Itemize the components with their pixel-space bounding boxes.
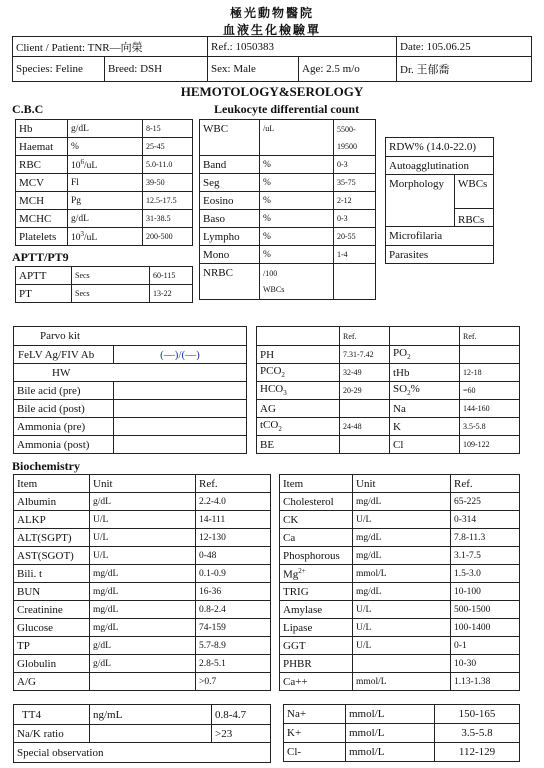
cbc-ref: 25-45	[143, 138, 193, 156]
electrolyte-ref: 150-165	[435, 705, 520, 724]
biochem-item	[280, 565, 353, 583]
biochem-ref: 10-100	[451, 583, 520, 601]
biochem-ref: 0-48	[196, 547, 271, 565]
wbc-unit: /uL	[260, 120, 334, 156]
biochem-item: AST(SGOT)	[14, 547, 90, 565]
biochem-ref: 1.13-1.38	[451, 673, 520, 691]
cbc-unit-base: 10	[71, 161, 81, 172]
leuko-item: Lympho	[200, 228, 260, 246]
biochem-unit: mg/dL	[353, 529, 451, 547]
biochem-item-name: CK	[283, 513, 299, 526]
biochem-item: ALKP	[14, 511, 90, 529]
gas-item-name: PO	[393, 347, 408, 360]
rdw: RDW% (14.0-22.0)	[386, 138, 494, 157]
aptt-ref: 60-115	[150, 267, 193, 285]
gas-item-name: AG	[260, 402, 276, 415]
cbc-unit: g/dL	[68, 120, 143, 138]
gas-item-sub: 2	[407, 353, 411, 362]
biochem-ref: 100-1400	[451, 619, 520, 637]
gas-left-ref	[340, 436, 390, 454]
biochem-item-name: PHBR	[283, 657, 312, 670]
gas-left-ref: 32-49	[340, 364, 390, 382]
leuko-ref: 2-12	[334, 192, 376, 210]
ammonia-post: Ammonia (post)	[14, 436, 114, 454]
gas-item-name: K	[393, 420, 401, 433]
biochem-ref: 0-1	[451, 637, 520, 655]
gas-left-item	[257, 346, 340, 364]
leuko-ref: 35-75	[334, 174, 376, 192]
bile-acid-post: Bile acid (post)	[14, 400, 114, 418]
wbc-ref	[334, 120, 376, 156]
age: Age: 2.5 m/o	[299, 57, 397, 82]
nrbc-unit-line2: WBCs	[263, 285, 285, 294]
bile-acid-pre: Bile acid (pre)	[14, 382, 114, 400]
gas-left-ref: 7.31-7.42	[340, 346, 390, 364]
cbc-unit-tail: /uL	[84, 161, 98, 172]
biochem-item: BUN	[14, 583, 90, 601]
gas-item-name: BE	[260, 438, 275, 451]
biochem-item	[280, 655, 353, 673]
leuko-item: Mono	[200, 246, 260, 264]
biochem-item	[280, 493, 353, 511]
aptt-unit: Secs	[72, 285, 150, 303]
gas-left-ref	[340, 400, 390, 418]
autoagglutination: Autoagglutination	[386, 157, 494, 175]
cbc-unit: g/dL	[68, 210, 143, 228]
gas-item-name: HCO	[260, 383, 284, 396]
doctor: Dr. 王郁喬	[397, 57, 532, 82]
morph-rbcs: RBCs	[455, 209, 494, 227]
biochem-ref: 0-314	[451, 511, 520, 529]
biochem-ref: 1.5-3.0	[451, 565, 520, 583]
gas-item-name: PH	[260, 348, 275, 361]
gas-item-name: Cl	[393, 438, 404, 451]
wbc-item: WBC	[200, 120, 260, 156]
leuko-unit: %	[260, 246, 334, 264]
gas-left-item	[257, 400, 340, 418]
cbc-unit	[68, 228, 143, 246]
biochem-item: A/G	[14, 673, 90, 691]
cbc-item: MCH	[16, 192, 68, 210]
gas-item-name: PCO	[260, 365, 282, 378]
aptt-title: APTT/PT9	[12, 250, 69, 264]
aptt-table	[15, 266, 193, 303]
biochem-unit: U/L	[90, 529, 196, 547]
biochem-unit	[90, 673, 196, 691]
biochem-item	[280, 529, 353, 547]
biochem-right-table	[279, 474, 520, 691]
gas-item-tail: %	[410, 383, 420, 396]
biochem-unit: mg/dL	[353, 547, 451, 565]
morphology: Morphology	[386, 175, 455, 227]
morph-wbcs: WBCs	[455, 175, 494, 209]
biochem-unit: mg/dL	[90, 583, 196, 601]
biochem-item: Albumin	[14, 493, 90, 511]
wbc-ref-line1: 5500-	[337, 124, 356, 134]
biochem-unit	[353, 655, 451, 673]
biochem-ref: 65-225	[451, 493, 520, 511]
na-k-ref: >23	[212, 725, 271, 743]
biochem-ref: 74-159	[196, 619, 271, 637]
gas-right-ref: 3.5-5.8	[460, 418, 520, 436]
cbc-unit-base: 10	[71, 233, 81, 244]
aptt-ref: 13-22	[150, 285, 193, 303]
biochem-item-sup: 2+	[298, 566, 306, 575]
biochem-item-name: Phosphorous	[283, 549, 340, 562]
leuko-unit: %	[260, 174, 334, 192]
biochem-unit: U/L	[353, 619, 451, 637]
leuko-unit: %	[260, 156, 334, 174]
biochem-ref: >0.7	[196, 673, 271, 691]
cbc-ref: 12.5-17.5	[143, 192, 193, 210]
cbc-item: Haemat	[16, 138, 68, 156]
electrolyte-ref: 112-129	[435, 743, 520, 762]
patient-info-table	[12, 36, 532, 82]
wbc-ref-line2: 19500	[337, 141, 357, 151]
aptt-unit: Secs	[72, 267, 150, 285]
leuko-unit: %	[260, 228, 334, 246]
cbc-item: Hb	[16, 120, 68, 138]
gas-item-sub: 2	[281, 371, 285, 380]
cbc-ref: 5.0-11.0	[143, 156, 193, 174]
biochem-item	[280, 511, 353, 529]
biochem-unit: g/dL	[90, 655, 196, 673]
leuko-ref: 20-55	[334, 228, 376, 246]
biochem-item	[280, 547, 353, 565]
cbc-unit-exp: 3	[80, 229, 84, 238]
gas-item-name: Na	[393, 402, 406, 415]
biochem-ref: 12-130	[196, 529, 271, 547]
ref-number: Ref.: 1050383	[208, 37, 397, 57]
leuko-item: Eosino	[200, 192, 260, 210]
biochem-ref: 2.8-5.1	[196, 655, 271, 673]
cbc-unit-exp: 6	[80, 157, 84, 166]
electrolyte-item: Na+	[284, 705, 346, 724]
client-patient: Client / Patient: TNR—向榮	[13, 37, 208, 57]
biochem-ref: 500-1500	[451, 601, 520, 619]
gas-right-ref: 144-160	[460, 400, 520, 418]
biochem-unit: mmol/L	[353, 673, 451, 691]
biochem-unit: mg/dL	[90, 601, 196, 619]
tt4-ref: 0.8-4.7	[212, 705, 271, 725]
cbc-unit: Pg	[68, 192, 143, 210]
biochem-item: Creatinine	[14, 601, 90, 619]
biochem-ref: 2.2-4.0	[196, 493, 271, 511]
hw: HW	[14, 364, 247, 382]
gas-right-item	[390, 382, 460, 400]
parvo-kit: Parvo kit	[14, 327, 247, 346]
parasites: Parasites	[386, 246, 494, 264]
biochem-head-unit: Unit	[90, 475, 196, 493]
biochem-head-ref: Ref.	[451, 475, 520, 493]
nrbc-unit-line1: /100	[263, 269, 278, 278]
gas-item-sub: 2	[278, 425, 282, 434]
biochem-unit: mg/dL	[90, 565, 196, 583]
biochem-title: Biochemistry	[12, 459, 80, 473]
na-k-ratio: Na/K ratio	[14, 725, 90, 743]
biochem-item	[280, 637, 353, 655]
microfilaria: Microfilaria	[386, 227, 494, 246]
biochem-head-ref: Ref.	[196, 475, 271, 493]
biochem-unit: U/L	[90, 547, 196, 565]
gas-right-item	[390, 436, 460, 454]
cbc-title: C.B.C	[12, 102, 44, 116]
ammonia-pre: Ammonia (pre)	[14, 418, 114, 436]
electrolyte-unit: mmol/L	[346, 705, 435, 724]
biochem-unit: U/L	[353, 511, 451, 529]
tt4-unit: ng/mL	[90, 705, 212, 725]
biochem-ref: 3.1-7.5	[451, 547, 520, 565]
leuko-ref: 0-3	[334, 156, 376, 174]
electrolyte-item: Cl-	[284, 743, 346, 762]
serology-table	[13, 326, 247, 454]
biochem-head-item: Item	[14, 475, 90, 493]
sex: Sex: Male	[208, 57, 299, 82]
cbc-item: MCV	[16, 174, 68, 192]
biochem-unit: mg/dL	[353, 493, 451, 511]
gas-left-ref: 20-29	[340, 382, 390, 400]
bottom-right-table	[283, 704, 520, 762]
biochem-item: Bili. t	[14, 565, 90, 583]
side-table	[385, 137, 494, 264]
gas-right-item	[390, 400, 460, 418]
nrbc-unit	[260, 264, 334, 300]
biochem-head-unit: Unit	[353, 475, 451, 493]
cbc-unit: %	[68, 138, 143, 156]
biochem-unit: mg/dL	[353, 583, 451, 601]
biochem-ref: 0.1-0.9	[196, 565, 271, 583]
cbc-item: Platelets	[16, 228, 68, 246]
leuko-ref: 1-4	[334, 246, 376, 264]
gas-ref-label-right: Ref.	[460, 327, 520, 346]
biochem-item	[280, 673, 353, 691]
biochem-item: Globulin	[14, 655, 90, 673]
biochem-item	[280, 583, 353, 601]
biochem-item-name: TRIG	[283, 585, 309, 598]
gas-right-item	[390, 418, 460, 436]
biochem-unit: mmol/L	[353, 565, 451, 583]
leuko-unit: %	[260, 192, 334, 210]
gas-left-item	[257, 364, 340, 382]
gas-item-sub: 3	[283, 389, 287, 398]
gas-item-name: tCO	[260, 419, 279, 432]
leuko-title: Leukocyte differential count	[214, 102, 360, 116]
biochem-unit: U/L	[353, 601, 451, 619]
leuko-item: Band	[200, 156, 260, 174]
biochem-ref: 0.8-2.4	[196, 601, 271, 619]
cbc-ref: 8-15	[143, 120, 193, 138]
biochem-item-name: Ca	[283, 531, 296, 544]
nrbc-item: NRBC	[200, 264, 260, 300]
biochem-item-name: Amylase	[283, 603, 323, 616]
gas-left-item	[257, 436, 340, 454]
form-title: 血液生化檢驗單	[222, 23, 321, 37]
biochem-ref: 10-30	[451, 655, 520, 673]
felv-fiv: FeLV Ag/FIV Ab	[14, 346, 114, 364]
biochem-ref: 7.8-11.3	[451, 529, 520, 547]
gas-right-ref: 12-18	[460, 364, 520, 382]
hospital-name: 極光動物醫院	[229, 6, 314, 20]
gas-right-ref: 109-122	[460, 436, 520, 454]
bottom-left-table	[13, 704, 271, 763]
gas-left-item	[257, 418, 340, 436]
species: Species: Feline	[13, 57, 105, 82]
biochem-item: Glucose	[14, 619, 90, 637]
breed: Breed: DSH	[105, 57, 208, 82]
aptt-item: PT	[16, 285, 72, 303]
cbc-unit-tail: /uL	[84, 233, 98, 244]
cbc-ref: 39-50	[143, 174, 193, 192]
biochem-item-name: GGT	[283, 639, 306, 652]
leukocyte-table	[199, 119, 376, 300]
biochem-item: ALT(SGPT)	[14, 529, 90, 547]
electrolyte-unit: mmol/L	[346, 743, 435, 762]
biochem-item-name: Cholesterol	[283, 495, 334, 508]
biochem-unit: U/L	[90, 511, 196, 529]
leuko-unit: %	[260, 210, 334, 228]
biochem-item-name: Lipase	[283, 621, 313, 634]
electrolyte-ref: 3.5-5.8	[435, 724, 520, 743]
electrolyte-unit: mmol/L	[346, 724, 435, 743]
biochem-item: TP	[14, 637, 90, 655]
special-observation: Special observation	[14, 743, 271, 763]
gas-right-item	[390, 364, 460, 382]
gas-item-name: SO	[393, 383, 408, 396]
cbc-item: RBC	[16, 156, 68, 174]
main-title: HEMOTOLOGY&SEROLOGY	[180, 84, 364, 99]
biochem-unit: mg/dL	[90, 619, 196, 637]
gas-right-ref: =60	[460, 382, 520, 400]
gas-item-sub: 2	[407, 389, 411, 398]
biochem-unit: g/dL	[90, 637, 196, 655]
leuko-item: Seg	[200, 174, 260, 192]
biochem-item	[280, 601, 353, 619]
biochem-head-item: Item	[280, 475, 353, 493]
biochem-ref: 14-111	[196, 511, 271, 529]
gas-item-name: tHb	[393, 366, 410, 379]
gas-left-ref: 24-48	[340, 418, 390, 436]
tt4: TT4	[14, 705, 90, 725]
electrolyte-item: K+	[284, 724, 346, 743]
blood-gas-table	[256, 326, 520, 454]
biochem-unit: g/dL	[90, 493, 196, 511]
cbc-ref: 31-38.5	[143, 210, 193, 228]
gas-right-ref	[460, 346, 520, 364]
cbc-unit	[68, 156, 143, 174]
biochem-ref: 5.7-8.9	[196, 637, 271, 655]
leuko-item: Baso	[200, 210, 260, 228]
aptt-item: APTT	[16, 267, 72, 285]
biochem-unit: U/L	[353, 637, 451, 655]
biochem-left-table	[13, 474, 271, 691]
cbc-ref: 200-500	[143, 228, 193, 246]
cbc-table	[15, 119, 193, 246]
biochem-item	[280, 619, 353, 637]
gas-ref-label-left: Ref.	[340, 327, 390, 346]
cbc-unit: Fl	[68, 174, 143, 192]
biochem-item-name: Ca++	[283, 675, 308, 688]
gas-left-item	[257, 382, 340, 400]
date: Date: 105.06.25	[397, 37, 532, 57]
gas-right-item	[390, 346, 460, 364]
leuko-ref: 0-3	[334, 210, 376, 228]
felv-fiv-result: (—)/(—)	[114, 346, 247, 364]
biochem-item-name: Mg	[283, 568, 299, 581]
cbc-item: MCHC	[16, 210, 68, 228]
biochem-ref: 16-36	[196, 583, 271, 601]
